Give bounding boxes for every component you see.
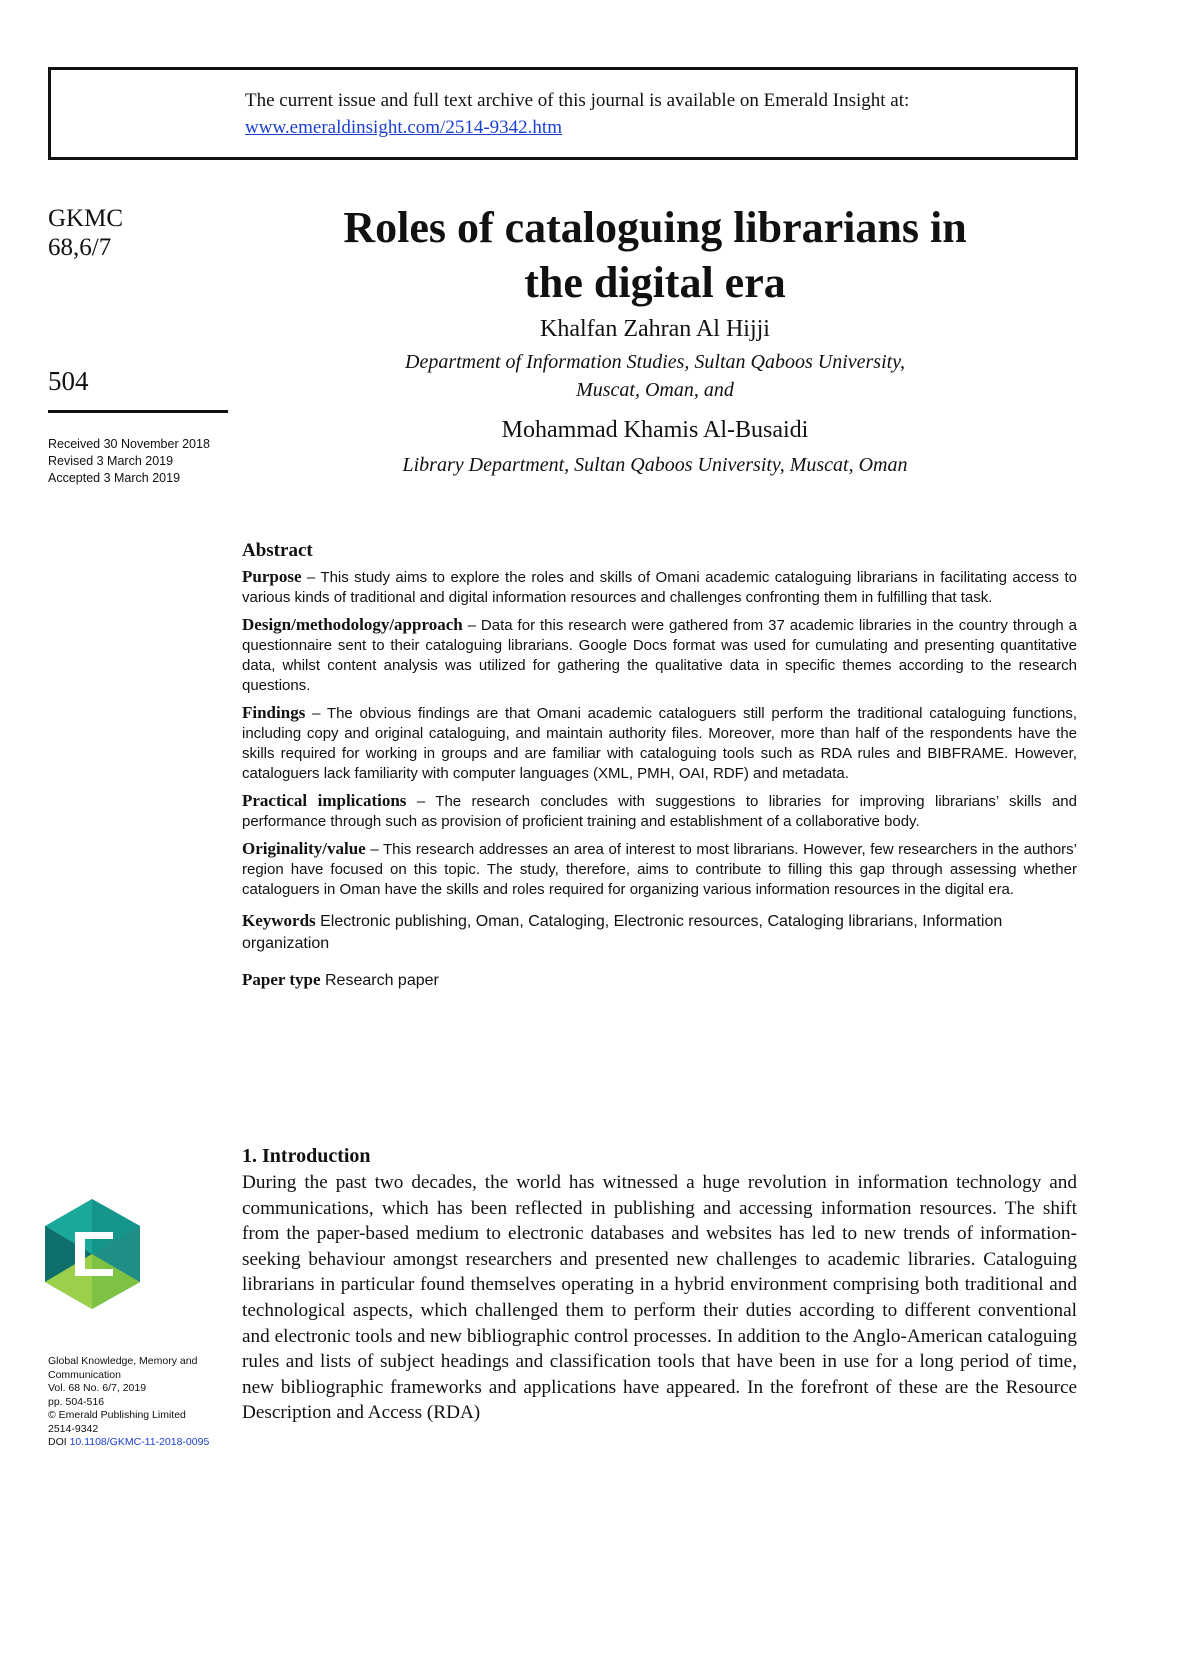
title-line-1: Roles of cataloguing librarians in	[343, 203, 967, 252]
keywords-text: Electronic publishing, Oman, Cataloging, Electronic resources, Cataloging librarians, Information organization	[242, 913, 1003, 952]
pages-info: pp. 504-516	[48, 1395, 105, 1408]
abstract-originality	[242, 839, 1077, 900]
journal-code	[48, 204, 123, 262]
received-date: Received 30 November 2018	[48, 437, 210, 451]
originality-text: – This research addresses an area of interest to most librarians. However, few researchers in the authors’ region have focused on this topic. The study, therefore, aims to contribute to filling this gap through assessing whether cataloguers in Oman have the skills and roles required for organizing various information resources in the digital era.	[242, 841, 1077, 898]
accepted-date: Accepted 3 March 2019	[48, 471, 181, 485]
journal-logo-icon	[45, 1199, 140, 1309]
abstract-purpose	[242, 567, 1077, 608]
page-number: 504	[48, 366, 89, 396]
design-text: – Data for this research were gathered from 37 academic libraries in the country through a questionnaire sent to their cataloguing librarians. Google Docs format was used for cumulating and presenting quantitative data, whilst content analysis was utilized for gathering the qualitative data in specific themes according to the research questions.	[242, 617, 1077, 694]
abstract-findings	[242, 703, 1077, 784]
paper-type-text: Research paper	[320, 972, 439, 989]
emerald-banner	[48, 67, 1078, 160]
volume-info: Vol. 68 No. 6/7, 2019	[48, 1382, 147, 1394]
margin-divider	[48, 410, 228, 413]
purpose-label: Purpose	[242, 567, 302, 586]
practical-text: – The research concludes with suggestions to libraries for improving librarians’ skills and performance through such as provision of proficient training and establishment of a collaborative body.	[242, 793, 1077, 830]
abstract-section	[242, 540, 1077, 992]
journal-name-line-1: Global Knowledge, Memory and	[48, 1355, 198, 1367]
abstract-heading: Abstract	[242, 540, 313, 561]
affiliation-1	[230, 348, 1080, 404]
article-dates	[48, 436, 210, 487]
article-title	[230, 200, 1080, 310]
introduction-heading: 1. Introduction	[242, 1145, 371, 1167]
author-1: Khalfan Zahran Al Hijji	[540, 316, 770, 342]
banner-availability-text: The current issue and full text archive of this journal is available on Emerald Insight at:	[245, 90, 910, 111]
doi-link[interactable]: 10.1108/GKMC-11-2018-0095	[69, 1436, 210, 1448]
volume-issue: 68,6/7	[48, 234, 112, 261]
journal-abbreviation: GKMC	[48, 205, 124, 232]
introduction-body: During the past two decades, the world has witnessed a huge revolution in information technology and communications, which has been reflected in publishing and accessing information resources. The shift from the paper-based medium to electronic databases and websites has led to new trends of information-seeking behaviour amongst researchers and presented new challenges to academic libraries. Cataloguing librarians in particular found themselves operating in a hybrid environment comprising both traditional and technological aspects, which challenged them to perform their duties according to different conventional and electronic tools and new bibliographic control processes. In addition to the Anglo-American cataloguing rules and lists of subject headings and classification tools that have been in use for a long period of time, new bibliographic frameworks and applications have appeared. In the forefront of these are the Resource Description and Access (RDA)	[242, 1172, 1077, 1424]
findings-label: Findings	[242, 703, 306, 722]
keywords-label: Keywords	[242, 911, 316, 930]
purpose-text: – This study aims to explore the roles and skills of Omani academic cataloguing librarians in facilitating access to various kinds of traditional and digital information resources and challenges confronting them in fulfilling that task.	[242, 569, 1077, 606]
originality-label: Originality/value	[242, 839, 366, 858]
journal-url-link[interactable]: www.emeraldinsight.com/2514-9342.htm	[245, 117, 562, 138]
introduction-section	[242, 1145, 1077, 1426]
affiliation-1-line-2: Muscat, Oman, and	[576, 379, 734, 401]
abstract-practical	[242, 791, 1077, 832]
affiliation-1-line-1: Department of Information Studies, Sultan Qaboos University,	[405, 351, 905, 373]
issn-info: 2514-9342	[48, 1422, 99, 1435]
copyright-info: © Emerald Publishing Limited	[48, 1409, 186, 1421]
practical-label: Practical implications	[242, 791, 407, 810]
keywords	[242, 910, 1077, 955]
paper-type	[242, 969, 1077, 992]
abstract-design	[242, 615, 1077, 696]
doi-label: DOI	[48, 1436, 70, 1448]
journal-name-line-2: Communication	[48, 1368, 121, 1381]
title-line-2: the digital era	[524, 258, 786, 307]
findings-text: – The obvious findings are that Omani academic cataloguers still perform the traditional cataloguing functions, including copy and original cataloguing, and maintain authority files. Moreover, more than half of the respondents have the skills required for working in groups and are familiar with cataloguing tools such as RDA rules and BIBFRAME. However, cataloguers lack familiarity with computer languages (XML, PMH, OAI, RDF) and metadata.	[242, 705, 1077, 782]
publication-info	[48, 1355, 228, 1450]
author-2: Mohammad Khamis Al-Busaidi	[501, 417, 809, 443]
affiliation-2: Library Department, Sultan Qaboos University, Muscat, Oman	[402, 454, 908, 476]
design-label: Design/methodology/approach	[242, 615, 463, 634]
paper-type-label: Paper type	[242, 970, 321, 989]
revised-date: Revised 3 March 2019	[48, 454, 174, 468]
doi-info	[48, 1436, 228, 1450]
